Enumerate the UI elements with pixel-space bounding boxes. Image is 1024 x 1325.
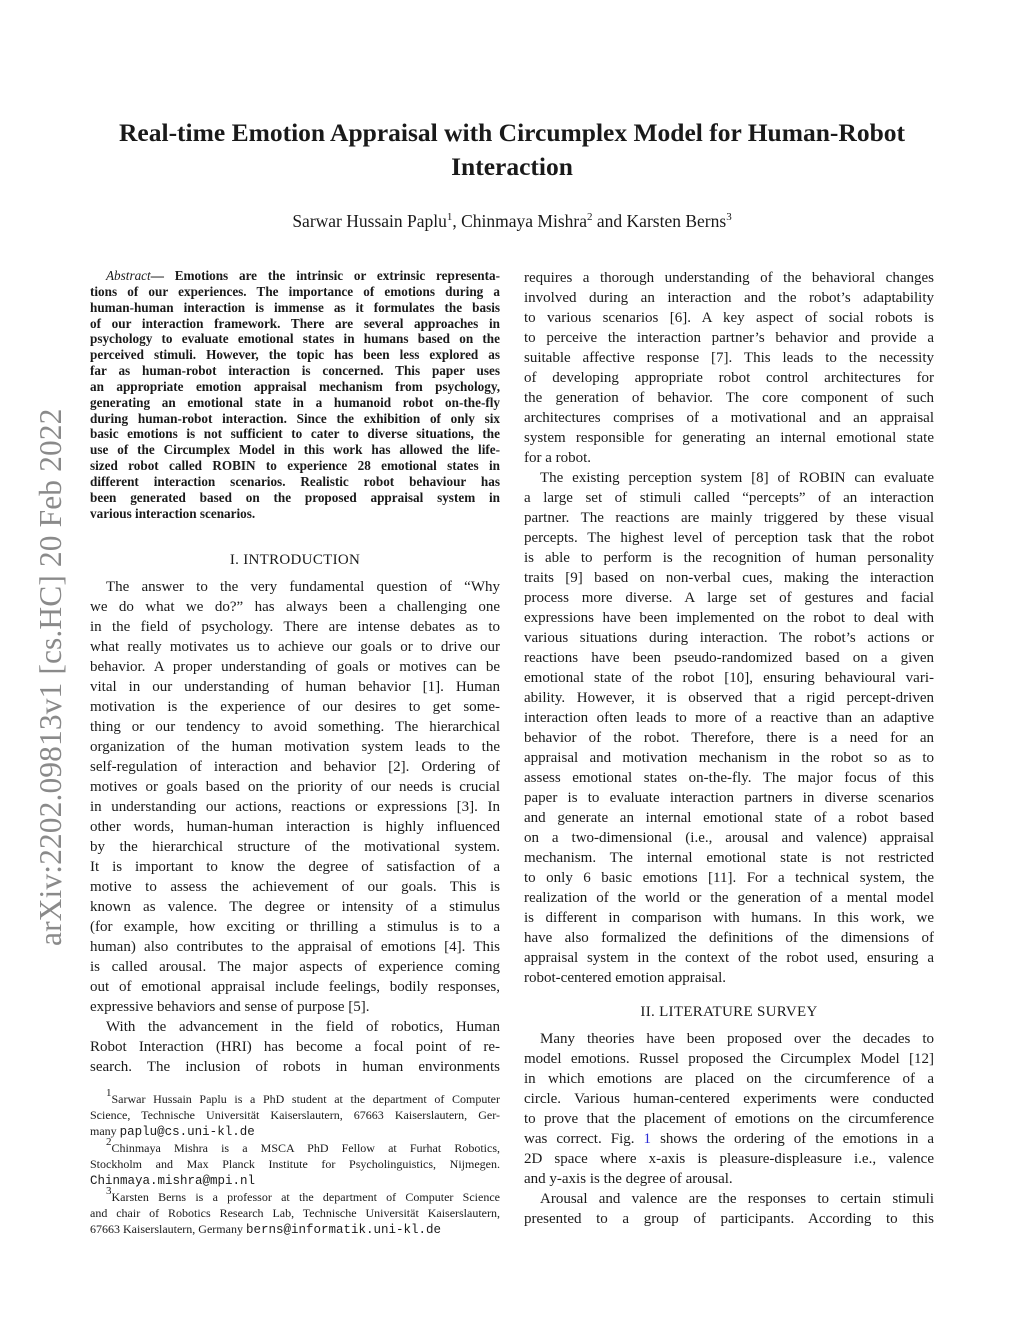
email-link[interactable]: berns@informatik.uni-kl.de — [245, 1223, 441, 1237]
text-line: in which emotions are placed on the circumference of a — [524, 1071, 934, 1087]
footnote-line — [90, 1221, 500, 1238]
author-separator: , — [452, 211, 462, 231]
text-line: known as valence. The degree or intensity of a stimulus — [90, 899, 500, 915]
text-line: other words, human-human interaction is highly influenced — [90, 819, 500, 835]
text-line: behavior of the robot. Therefore, there is a need for an — [524, 730, 934, 746]
abstract-line: various interaction scenarios. — [90, 505, 256, 521]
text-line: in the field of psychology. There are intense debates as to — [90, 619, 500, 635]
author-separator: and — [592, 211, 627, 231]
intro-paragraph-1 — [90, 577, 500, 1077]
literature-paragraphs — [524, 1029, 934, 1229]
footnote-line: Science, Technische Universität Kaiserslautern, 67663 Kaiserslautern, Ger- — [90, 1108, 500, 1122]
abstract-line: far as human-robot interaction is concerned. This paper uses — [90, 363, 500, 379]
abstract-line: sized robot called ROBIN to experience 28 emotional states in — [90, 458, 500, 474]
footnote-text: Chinmaya Mishra is a MSCA PhD Fellow at Furhat Robotics, — [111, 1141, 500, 1155]
text-line: The existing perception system [8] of ROBIN can evaluate — [540, 470, 934, 486]
text-line: mechanism. The internal emotional state is not restricted — [524, 850, 934, 866]
text-line: 2D space where x-axis is pleasure-displeasure i.e., valence — [524, 1151, 934, 1167]
text-line: The answer to the very fundamental question of “Why — [106, 579, 500, 595]
author-name: Karsten Berns — [626, 211, 727, 231]
text-line — [524, 1129, 934, 1149]
footnote-text: Sarwar Hussain Paplu is a PhD student at the department of Computer — [111, 1092, 500, 1106]
section-heading-literature-survey: II. LITERATURE SURVEY — [640, 1004, 818, 1020]
text-line: Many theories have been proposed over the decades to — [540, 1031, 934, 1047]
abstract-line: generating an emotional state in a humanoid robot on-the-fly — [90, 394, 500, 410]
text-line: appraisal and motivation mechanism in the robot so as to — [524, 750, 934, 766]
text-line: paper is to evaluate interaction partners in diverse scenarios — [524, 790, 934, 806]
text-line: out of emotional appraisal include feelings, bodily responses, — [90, 979, 500, 995]
abstract-first-line: Emotions are the intrinsic or extrinsic representa- — [174, 268, 500, 283]
footnote-line — [90, 1136, 500, 1156]
text-line: various situations during interaction. The robot’s actions or — [524, 630, 934, 646]
text-fragment: was correct. — [524, 1131, 602, 1147]
text-line: to perceive the interaction partner’s behavior and provide a — [524, 330, 934, 346]
text-line: vital in our understanding of human behavior [1]. Human — [90, 679, 500, 695]
abstract-line: psychology to evaluate emotional states in humans based on the — [90, 331, 500, 347]
footnote-line — [90, 1123, 500, 1140]
email-link[interactable]: Chinmaya.mishra@mpi.nl — [90, 1174, 256, 1188]
footnote-text: many — [90, 1124, 120, 1138]
text-line: model emotions. Russel proposed the Circumplex Model [12] — [524, 1051, 934, 1067]
abstract-line: an appropriate emotion appraisal mechanism from psychology, — [90, 378, 500, 394]
abstract-line: use of the Circumplex Model in this work has allowed the life- — [90, 442, 500, 458]
author-list — [60, 209, 964, 233]
text-line: interaction often leads to more of a reactive than an adaptive — [524, 710, 934, 726]
author-name: Chinmaya Mishra — [461, 211, 588, 231]
footnote-line — [90, 1172, 500, 1189]
text-fragment: shows the ordering of the emotions in a — [651, 1131, 934, 1147]
title-line: Interaction — [451, 152, 573, 181]
affiliation-mark: 1 — [446, 211, 453, 223]
abstract-line: been generated based on the proposed appraisal system in — [90, 489, 500, 505]
text-line: emotional state of the robot [10], ensuring behavioural vari- — [524, 670, 934, 686]
text-line: we do what we do?” has always been a challenging one — [90, 599, 500, 615]
author-name: Sarwar Hussain Paplu — [292, 211, 447, 231]
text-line: presented to a group of participants. According to this — [524, 1211, 934, 1227]
arxiv-stamp: arXiv:2202.09813v1 [cs.HC] 20 Feb 2022 — [33, 408, 68, 946]
abstract-line: of our interaction framework. There are several approaches in — [90, 315, 500, 331]
text-line: search. The inclusion of robots in human environments — [90, 1059, 500, 1075]
text-line: assess emotional states on-the-fly. The major focus of this — [524, 770, 934, 786]
abstract-line — [90, 268, 500, 284]
text-line: reactions have been pseudo-randomized based on a given — [524, 650, 934, 666]
text-line: realization of the world or the generation of a mental model — [524, 890, 934, 906]
text-line: behavior. A proper understanding of goals or motives can be — [90, 659, 500, 675]
text-line: is able to perform is the recognition of human personality — [524, 550, 934, 566]
text-line: percepts. The highest level of perception task that the robot — [524, 530, 934, 546]
text-line: human) also contributes to the appraisal of emotions [4]. This — [90, 939, 500, 955]
title-line: Real-time Emotion Appraisal with Circumplex Model for Human-Robot — [119, 118, 905, 147]
text-line: Arousal and valence are the responses to certain stimuli — [540, 1191, 934, 1207]
text-line: system responsible for generating an internal emotional state — [524, 430, 934, 446]
text-line: motives or goals based on the priority of our needs is crucial — [90, 779, 500, 795]
abstract-line: tions of our experiences. The importance of emotions during a — [90, 283, 500, 299]
text-line: circle. Various human-centered experiments were conducted — [524, 1091, 934, 1107]
text-line: motivation is the experience of our desires to get some- — [90, 699, 500, 715]
paper-title — [60, 116, 964, 184]
text-line: architectures comprises of a motivational and an appraisal — [524, 410, 934, 426]
text-line: on a two-dimensional (i.e., arousal and valence) appraisal — [524, 830, 934, 846]
affiliation-mark: 3 — [726, 211, 732, 223]
text-line: motive to assess the achievement of our goals. This is — [90, 879, 500, 895]
footnote-mark: 1 — [106, 1087, 112, 1099]
footnote-line: Stockholm and Max Planck Institute for Psycholinguistics, Nijmegen. — [90, 1157, 500, 1171]
abstract-line: during human-robot interaction. Since the exhibition of only six — [90, 410, 500, 426]
footnote-mark: 3 — [106, 1185, 112, 1197]
abstract — [90, 268, 500, 522]
abstract-line: different interaction scenarios. Realistic robot behaviour has — [90, 473, 500, 489]
text-line: have also formalized the definitions of the dimensions of — [524, 930, 934, 946]
text-line: suitable affective response [7]. This leads to the necessity — [524, 350, 934, 366]
abstract-line: basic emotions is not sufficient to cater to diverse situations, the — [90, 426, 500, 442]
text-line: expressions have been implemented on the robot to deal with — [524, 610, 934, 626]
text-line: organization of the human motivation system leads to the — [90, 739, 500, 755]
text-line: traits [9] based on non-verbal cues, making the interaction — [524, 570, 934, 586]
text-line: ability. However, it is observed that a rigid percept-driven — [524, 690, 934, 706]
intro-paragraph-2-continued — [524, 268, 934, 988]
text-line: for a robot. — [524, 450, 592, 466]
text-line: is called arousal. The major aspects of experience coming — [90, 959, 500, 975]
text-line: self-regulation of interaction and behavior [2]. Ordering of — [90, 759, 500, 775]
text-line: by the hierarchical structure of the motivational system. — [90, 839, 500, 855]
text-line: in understanding our actions, reactions or expressions [3]. In — [90, 799, 500, 815]
text-line: Robot Interaction (HRI) has become a focal point of re- — [90, 1039, 500, 1055]
text-line: involved during an interaction and the robot’s adaptability — [524, 290, 934, 306]
text-line: to prove that the placement of emotions on the circumference — [524, 1111, 934, 1127]
text-line: a large set of stimuli called “percepts” of an interaction — [524, 490, 934, 506]
text-line: thing or our tendency to avoid something. The hierarchical — [90, 719, 500, 735]
text-line: and y-axis is the degree of arousal. — [524, 1171, 733, 1187]
figure-reference-link[interactable]: 1 — [643, 1131, 652, 1147]
text-fragment: Fig. — [601, 1131, 644, 1147]
text-line: to various scenarios [6]. A key aspect of social robots is — [524, 310, 934, 326]
email-link[interactable]: paplu@cs.uni-kl.de — [119, 1125, 255, 1139]
text-line: appraisal system in the context of the robot used, ensuring a — [524, 950, 934, 966]
text-line: the generation of behavior. The core component of such — [524, 390, 934, 406]
abstract-line: perceived stimuli. However, the topic has been less explored as — [90, 347, 500, 363]
footnote-text: Karsten Berns is a professor at the department of Computer Science — [111, 1190, 500, 1204]
text-line: is different in comparison with humans. In this work, we — [524, 910, 934, 926]
text-line: With the advancement in the field of robotics, Human — [106, 1019, 500, 1035]
text-line: expressive behaviors and sense of purpose [5]. — [90, 999, 370, 1015]
text-line: robot-centered emotion appraisal. — [524, 970, 727, 986]
text-line: requires a thorough understanding of the behavioral changes — [524, 270, 934, 286]
text-line: to only 6 basic emotions [11]. For a technical system, the — [524, 870, 934, 886]
footnote-line — [90, 1185, 500, 1205]
text-line: (for example, how exciting or thrilling a stimulus is to a — [90, 919, 500, 935]
text-line: what really motivates us to achieve our goals or to drive our — [90, 639, 500, 655]
footnote-text: 67663 Kaiserslautern, Germany — [90, 1222, 246, 1236]
affiliation-mark: 2 — [587, 211, 593, 223]
text-line: partner. The reactions are mainly triggered by these visual — [524, 510, 934, 526]
footnote-mark: 2 — [106, 1136, 112, 1148]
abstract-line: human-human interaction is immense as it formulates the basis — [90, 299, 500, 315]
section-heading-introduction: I. INTRODUCTION — [229, 552, 361, 568]
text-line: process more diverse. A large set of gestures and facial — [524, 590, 934, 606]
footnote-line: and chair of Robotics Research Lab, Technische Universität Kaiserslautern, — [90, 1206, 500, 1220]
text-line: of developing appropriate robot control architectures for — [524, 370, 934, 386]
text-line: It is important to know the degree of satisfaction of a — [90, 859, 500, 875]
footnotes — [90, 1087, 500, 1238]
abstract-label: Abstract — [106, 268, 151, 283]
abstract-dash: — — [150, 268, 175, 283]
footnote-line — [90, 1087, 500, 1107]
text-line: and generate an internal emotional state of a robot based — [524, 810, 934, 826]
